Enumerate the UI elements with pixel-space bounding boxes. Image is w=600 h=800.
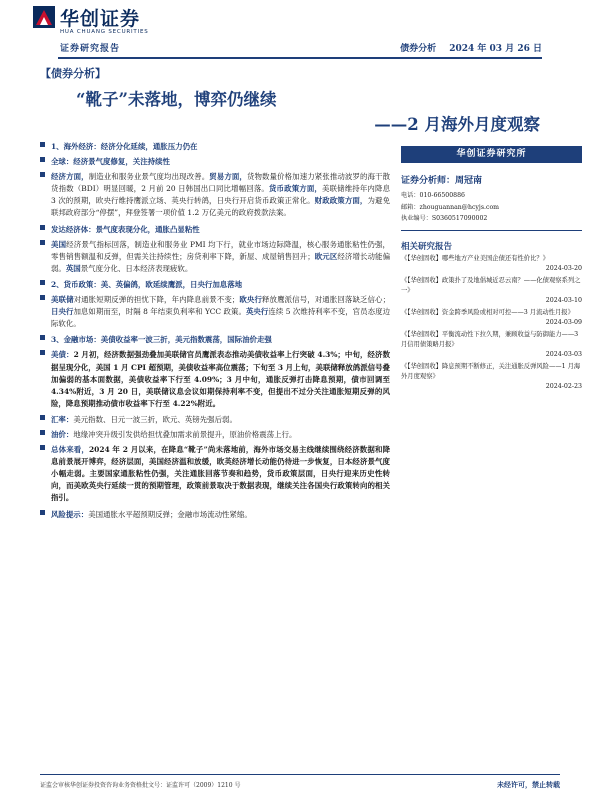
subsection-heading: 全球：经济景气度修复，关注持续性 bbox=[51, 157, 170, 167]
subsection-heading: 发达经济体：景气度表现分化，通胀凸显粘性 bbox=[51, 224, 200, 234]
summary-point bbox=[40, 224, 390, 236]
summary-point: 风险提示：美国通胀水平超预期反弹；金融市场流动性紧缩。 bbox=[40, 509, 390, 521]
analyst-phone: 电话：010-66500886 bbox=[401, 192, 465, 199]
bullet-icon bbox=[40, 280, 45, 285]
summary-point: 美国经济景气指标回落，制造业和服务业 PMI 均下行，就业市场边际降温，核心服务通胀粘性仍强，零售销售额温和反弹，但需关注持续性；房贷利率下降，新屋、成屋销售回升；欧元区经济增长动能偏弱。英国景气度分化、日本经济表现疲软。 bbox=[40, 239, 390, 275]
related-report[interactable] bbox=[401, 254, 582, 274]
related-report-date: 2024-03-10 bbox=[545, 297, 582, 304]
institute-banner: 华创证券研究所 bbox=[401, 146, 582, 163]
report-category: 【债券分析】 bbox=[40, 67, 106, 80]
logo-name: 华创证券 bbox=[60, 8, 141, 30]
summary-point: 美债：2 月初，经济数据强劲叠加美联储官员鹰派表态推动美债收益率上行突破 4.3%；中旬，经济数据呈现分化，美国 1 月 CPI 超预期，美债收益率高位震荡；下旬至 3 月上旬，美联储释放鸽派信号叠加偏弱的基本面数据，美债收益率下行至 4.09%；3 月中旬，通胀反弹打击降息预期，债市回调至 4.34%附近，3 月 20 日，美联储议息会议如期保持利率不变，但提出不过分关注通胀短期反弹的风险，降息预期推动债市收益率下行至 4.22%附近。 bbox=[40, 349, 390, 409]
related-report-date: 2024-03-03 bbox=[545, 351, 582, 358]
header-divider bbox=[58, 57, 542, 59]
summary-point bbox=[40, 156, 390, 168]
related-reports-list bbox=[401, 254, 582, 394]
report-meta bbox=[390, 41, 542, 54]
summary-point: 总体来看，2024 年 2 月以来，在降息“靴子”尚未落地前，海外市场交易主线继续围绕经济数据和降息前景展开博弈，经济层面，美国经济温和放缓，欧英经济增长动能仍待进一步恢复，日本经济景气度小幅走弱。主要国家通胀粘性仍强，关注通胀回落节奏和趋势，货币政策层面，日央行迎来历史性转向，而美欧英央行延续一贯的预期管理，政策前景取决于数据表现，继续关注各国央行政策转向的相关指引。 bbox=[40, 444, 390, 504]
bullet-icon bbox=[40, 142, 45, 147]
related-report-title[interactable]: 《【华创固收】资金跨季风险或相对可控——3 月流动性月报》 bbox=[401, 309, 574, 316]
related-report[interactable] bbox=[401, 362, 582, 392]
bullet-icon bbox=[40, 225, 45, 230]
report-subtitle: ——2 月海外月度观察 bbox=[374, 115, 540, 134]
footer-license-note: 证监会审核华创证券投资咨询业务资格批文号：证监许可（2009）1210 号 bbox=[40, 782, 241, 789]
analyst-contact bbox=[401, 190, 499, 225]
related-report-date: 2024-03-09 bbox=[545, 319, 582, 326]
report-title: “靴子”未落地，博弈仍继续 bbox=[76, 90, 277, 109]
sidebar-divider bbox=[401, 230, 582, 231]
company-logo bbox=[33, 4, 173, 40]
bullet-icon bbox=[40, 430, 45, 435]
bullet-icon bbox=[40, 157, 45, 162]
analyst-email[interactable]: 邮箱：zhouguannan@hcyjs.com bbox=[401, 203, 500, 211]
doc-type-label: 证券研究报告 bbox=[60, 44, 121, 54]
related-report[interactable] bbox=[401, 276, 582, 306]
report-type: 债券分析 bbox=[400, 44, 437, 54]
summary-point: 经济方面，制造业和服务业景气度均出现改善。贸易方面，货物数量价格加速力紧张推动波罗的海干散货指数（BDI）明显回暖，2 月前 20 日韩国出口同比增幅回落。货币政策方面，美联储维持年内降息 3 次的预期，欧央行维持鹰派立场、英央行转鸽，日央行开启货币政策正常化。财政政策方面，为避免联邦政府部分“停摆”，拜登签署一项价值 1.2 万亿美元的政府拨款法案。 bbox=[40, 171, 390, 219]
bullet-icon bbox=[40, 415, 45, 420]
summary-body bbox=[40, 141, 390, 524]
section-heading: 2、货币政策：美、英偏鸽，欧延续鹰派，日央行加息落地 bbox=[51, 279, 243, 289]
related-report-title[interactable]: 《【华创固收】降息预期不断修正，关注通胀反弹风险——1 月海外月度观察》 bbox=[401, 363, 581, 380]
related-report-title[interactable]: 《【华创固收】哪些地方产业美国企债还有性价比？》 bbox=[401, 255, 549, 262]
related-report-title[interactable]: 《【华创固收】政策扑了及地倡城近忍云南？——化债观察系列之一》 bbox=[401, 277, 581, 294]
related-report[interactable] bbox=[401, 308, 582, 328]
summary-point bbox=[40, 334, 390, 346]
report-date: 2024 年 03 月 26 日 bbox=[449, 44, 542, 54]
footer-copyright: 未经许可，禁止转载 bbox=[497, 780, 560, 789]
summary-point bbox=[40, 141, 390, 153]
related-reports-title: 相关研究报告 bbox=[401, 242, 453, 252]
logo-subtitle: HUA CHUANG SECURITIES bbox=[60, 29, 149, 35]
bullet-icon bbox=[40, 240, 45, 245]
bullet-icon bbox=[40, 510, 45, 515]
analyst-name: 证券分析师：周冠南 bbox=[401, 176, 483, 186]
related-report-date: 2024-03-20 bbox=[545, 265, 582, 272]
bullet-icon bbox=[40, 295, 45, 300]
related-report-title[interactable]: 《【华创固收】平衡流动性下拉久期，兼顾收益与防御能力——3 月信用债策略月报》 bbox=[401, 331, 579, 348]
footer-divider bbox=[40, 774, 560, 775]
related-report-date: 2024-02-23 bbox=[545, 383, 582, 390]
bullet-icon bbox=[40, 172, 45, 177]
summary-point: 美联储对通胀短期反弹的担忧下降，年内降息前景不变；欧央行释放鹰派信号，对通胀回落缺乏信心；日央行加息如期而至，时隔 8 年结束负利率和 YCC 政策。英央行连续 5 次维持利率不变，官员态度边际软化。 bbox=[40, 294, 390, 330]
analyst-license: 执业编号：S0360517090002 bbox=[401, 215, 488, 222]
summary-point: 油价：地缘冲突升级引发供给担忧叠加需求前景提升，原油价格震荡上行。 bbox=[40, 429, 390, 441]
section-heading: 3、金融市场：美债收益率一波三折，美元指数震荡，国际油价走强 bbox=[51, 335, 272, 345]
summary-point: 汇率：美元指数、日元一波三折，欧元、英镑先强后弱。 bbox=[40, 414, 390, 426]
logo-mark-icon bbox=[33, 6, 55, 28]
section-heading: 1、海外经济：经济分化延续，通胀压力仍在 bbox=[51, 142, 198, 151]
bullet-icon bbox=[40, 350, 45, 355]
related-report[interactable] bbox=[401, 330, 582, 360]
summary-point bbox=[40, 279, 390, 291]
bullet-icon bbox=[40, 445, 45, 450]
bullet-icon bbox=[40, 335, 45, 340]
